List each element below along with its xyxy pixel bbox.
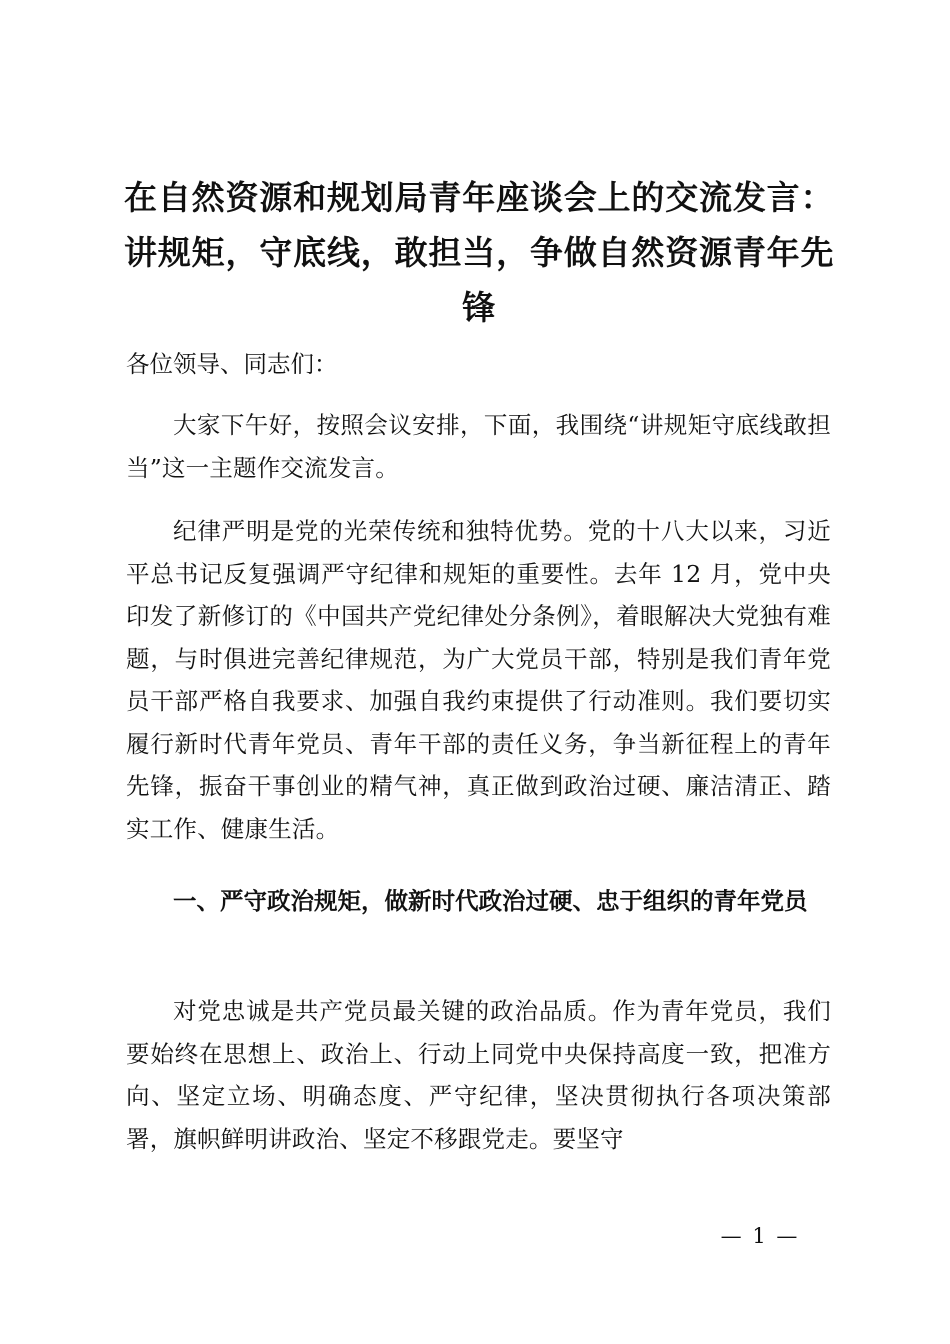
document-title: 在自然资源和规划局青年座谈会上的交流发言：讲规矩，守底线，敢担当，争做自然资源青年先锋 [124, 178, 834, 327]
body-paragraph: 大家下午好，按照会议安排，下面，我围绕“讲规矩守底线敢担当”这一主题作交流发言。 [126, 411, 831, 482]
body-paragraph: 纪律严明是党的光荣传统和独特优势。党的十八大以来，习近平总书记反复强调严守纪律和规矩的重要性。去年 12 月，党中央印发了新修订的《中国共产党纪律处分条例》，着眼解决大党独有难题，与时俱进完善纪律规范，为广大党员干部，特别是我们青年党员干部严格自我要求、加强自我约束提供了行动准则。我们要切实履行新时代青年党员、青年干部的责任义务，争当新征程上的青年先锋，振奋干事创业的精气神，真正做到政治过硬、廉洁清正、踏实工作、健康生活。 [126, 517, 831, 843]
section-paragraph: 对党忠诚是共产党员最关键的政治品质。作为青年党员，我们要始终在思想上、政治上、行动上同党中央保持高度一致，把准方向、坚定立场、明确态度、严守纪律，坚决贯彻执行各项决策部署，旗帜鲜明讲政治、坚定不移跟党走。要坚守 [126, 997, 831, 1153]
salutation: 各位领导、同志们： [126, 350, 338, 378]
section-heading: 一、严守政治规矩，做新时代政治过硬、忠于组织的青年党员 [173, 887, 808, 915]
page-number: — 1 — [720, 1224, 800, 1248]
